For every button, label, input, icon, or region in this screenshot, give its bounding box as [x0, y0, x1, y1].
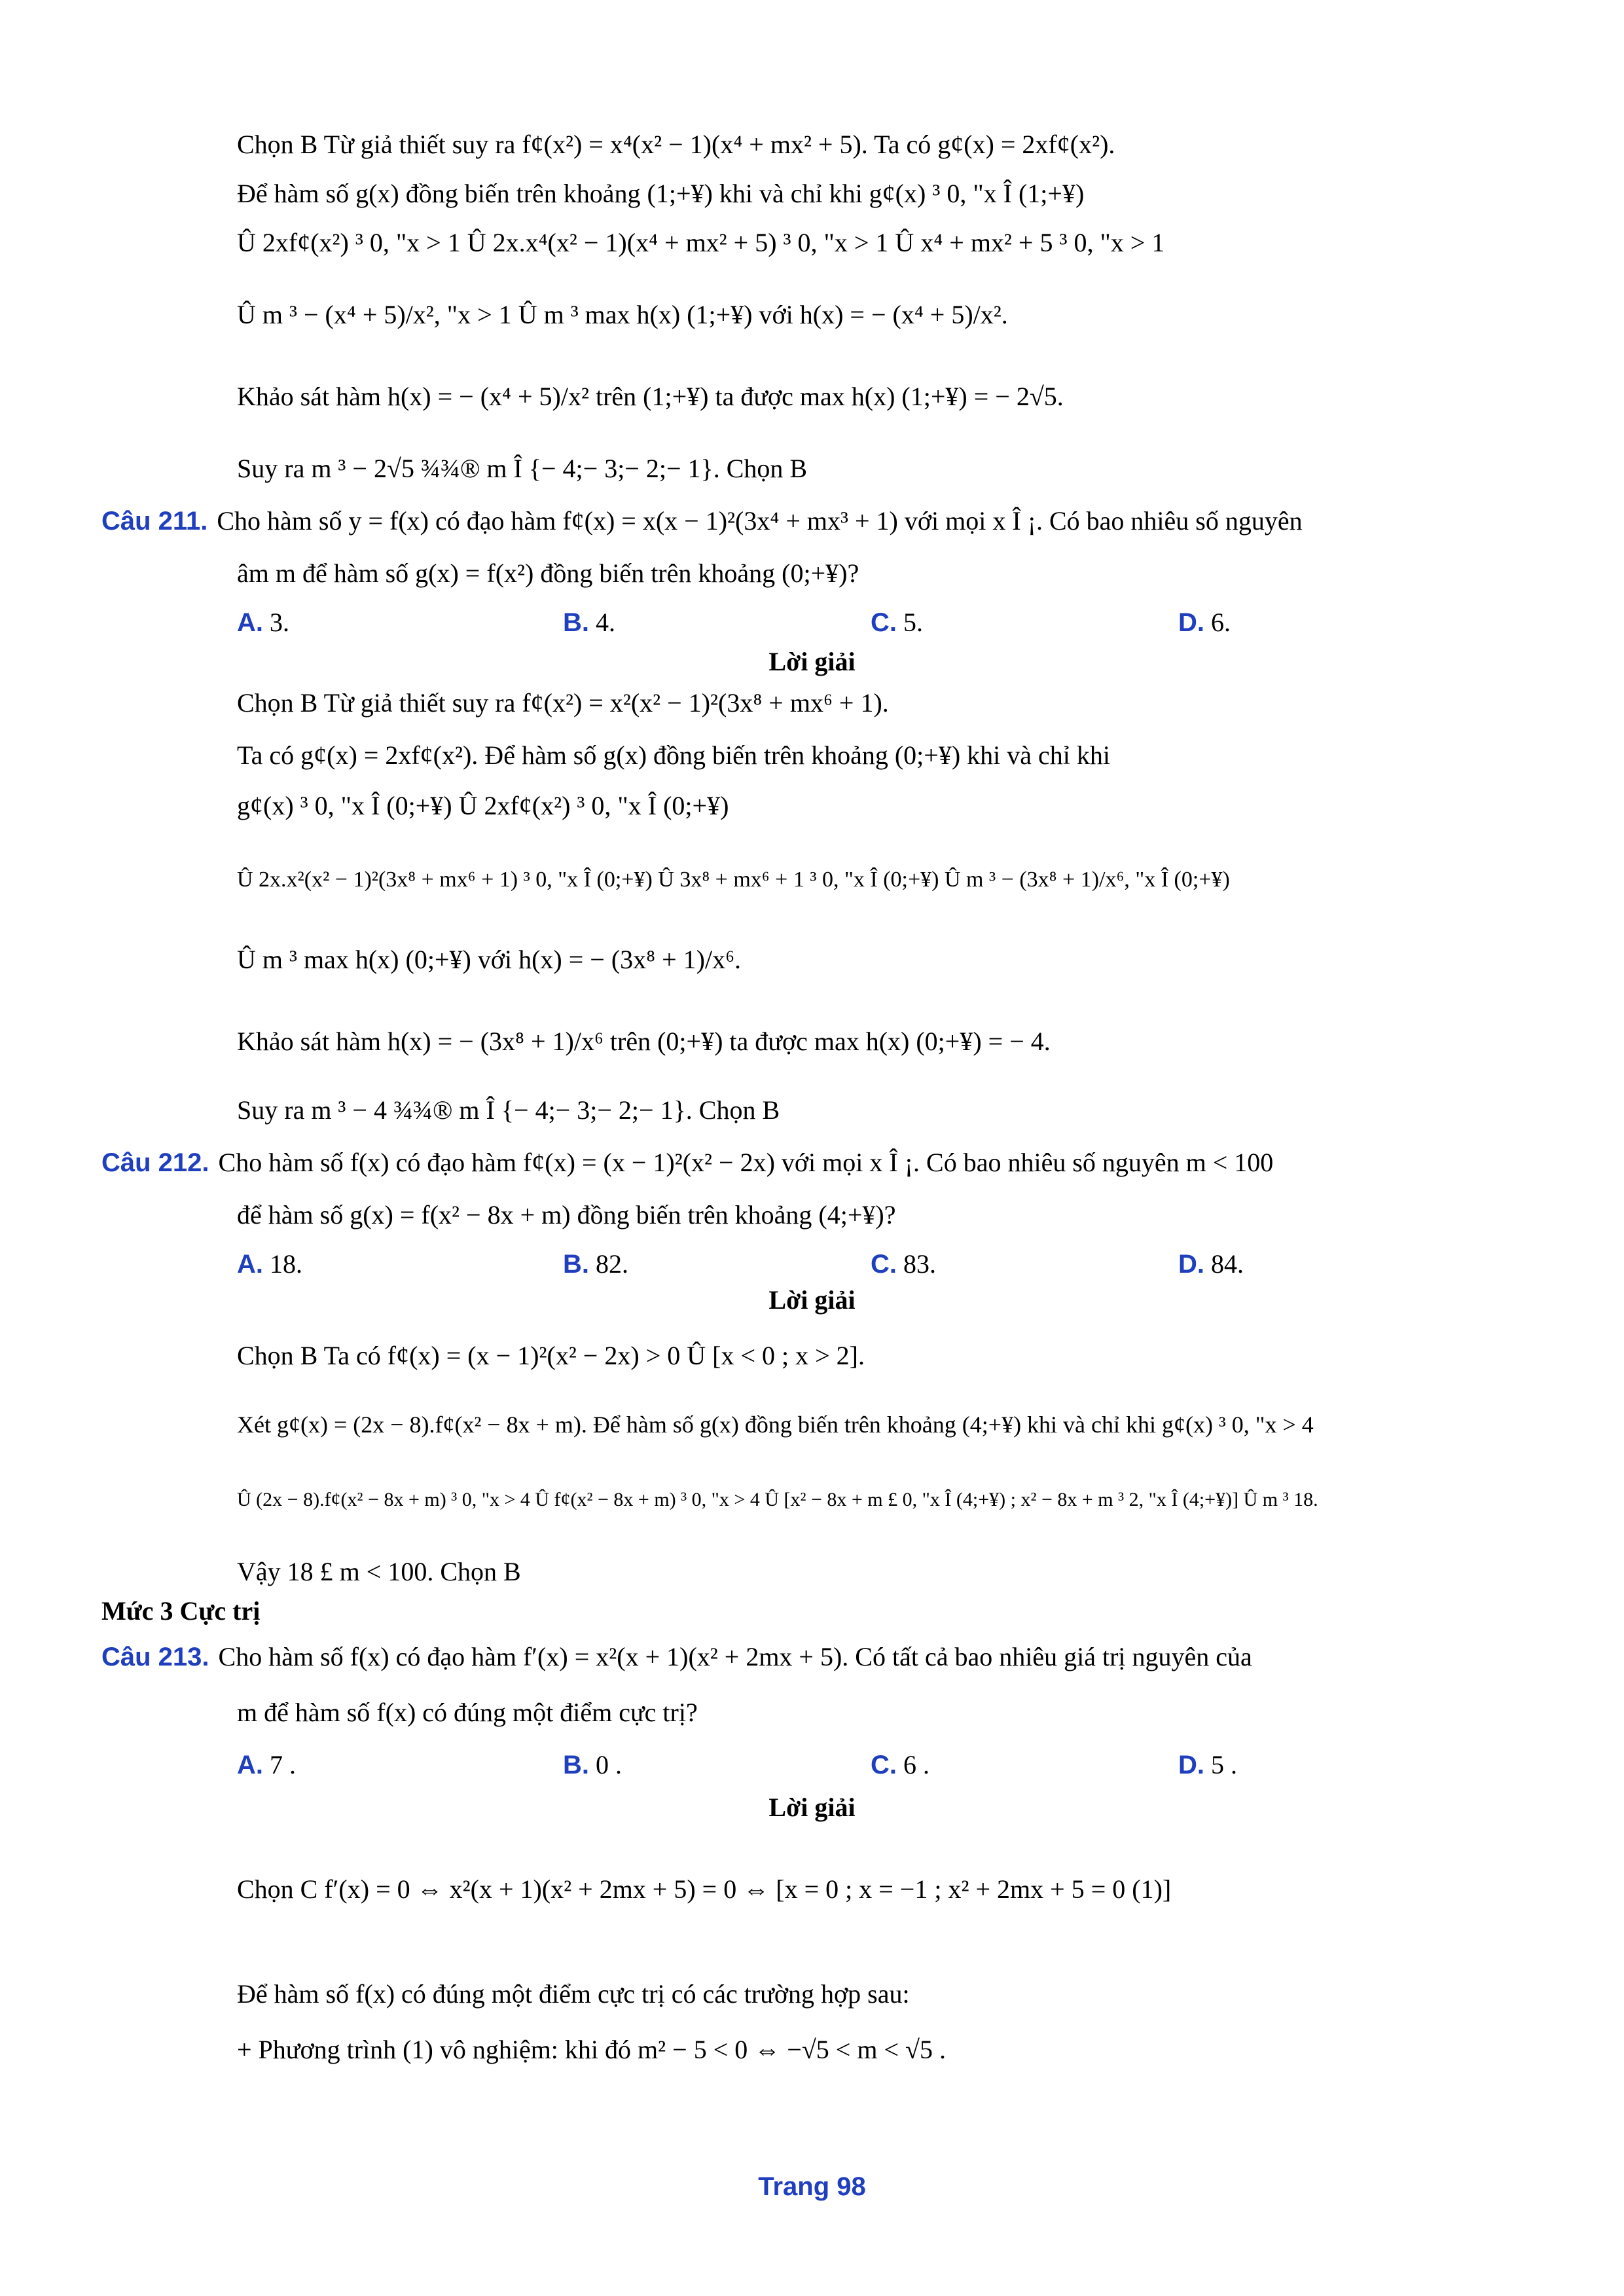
solution-heading: Lời giải [768, 1285, 856, 1315]
answer-letter: A. [237, 1250, 263, 1279]
answer-value: 18. [263, 1249, 302, 1279]
solution-heading: Lời giải [768, 647, 856, 676]
answer-value: 7 . [263, 1750, 296, 1779]
sol211-line-4: Û 2x.x²(x² − 1)²(3x⁸ + mx⁶ + 1) ³ 0, "x Î (0;+¥) Û 3x⁸ + mx⁶ + 1 ³ 0, "x Î (0;+¥) Û m ³ − (3x⁸ + 1)/x⁶, "x Î (0;+¥) [237, 867, 1230, 892]
answer-value: 6 . [897, 1750, 929, 1779]
answer-value: 5 . [1204, 1750, 1237, 1779]
answer-value: 3. [263, 608, 289, 637]
sol211-line-2: Ta có g¢(x) = 2xf¢(x²). Để hàm số g(x) đồng biến trên khoảng (0;+¥) khi và chỉ khi [237, 740, 1110, 770]
question-212 [101, 1146, 1273, 1180]
question-213 [101, 1640, 1252, 1674]
sol210-line-5: Khảo sát hàm h(x) = − (x⁴ + 5)/x² trên (1;+¥) ta được max h(x) (1;+¥) = − 2√5. [237, 382, 1064, 411]
sol210-line-4: Û m ³ − (x⁴ + 5)/x², "x > 1 Û m ³ max h(x) (1;+¥) với h(x) = − (x⁴ + 5)/x². [237, 300, 1008, 329]
answer-value: 5. [897, 608, 923, 637]
sol213-line-1: Chọn C f′(x) = 0 ⇔ x²(x + 1)(x² + 2mx + 5) = 0 ⇔ [x = 0 ; x = −1 ; x² + 2mx + 5 = 0 (1)] [237, 1874, 1172, 1904]
answer-letter: D. [1178, 608, 1204, 637]
answer-b [563, 606, 615, 640]
sol211-line-6: Khảo sát hàm h(x) = − (3x⁸ + 1)/x⁶ trên (0;+¥) ta được max h(x) (0;+¥) = − 4. [237, 1027, 1051, 1056]
question-label: Câu 212. [101, 1148, 209, 1177]
answer-c [871, 606, 923, 640]
answer-letter: C. [871, 1751, 897, 1779]
answer-value: 4. [589, 608, 615, 637]
answer-letter: A. [237, 608, 263, 637]
question-212-text-2: để hàm số g(x) = f(x² − 8x + m) đồng biến trên khoảng (4;+¥)? [237, 1200, 896, 1230]
sol210-line-6: Suy ra m ³ − 2√5 ¾¾® m Î {− 4;− 3;− 2;− 1}. Chọn B [237, 454, 808, 483]
answer-b [563, 1247, 628, 1281]
sol211-line-1: Chọn B Từ giả thiết suy ra f¢(x²) = x²(x² − 1)²(3x⁸ + mx⁶ + 1). [237, 688, 889, 718]
answer-value: 6. [1204, 608, 1231, 637]
question-text: Cho hàm số f(x) có đạo hàm f′(x) = x²(x + 1)(x² + 2mx + 5). Có tất cả bao nhiêu giá trị nguyên của [218, 1642, 1252, 1671]
answer-c [871, 1247, 936, 1281]
question-213-text-2: m để hàm số f(x) có đúng một điểm cực trị? [237, 1698, 698, 1727]
question-text: Cho hàm số y = f(x) có đạo hàm f¢(x) = x(x − 1)²(3x⁴ + mx³ + 1) với mọi x Î ¡. Có bao nhiêu số nguyên [217, 506, 1303, 536]
question-label: Câu 213. [101, 1643, 209, 1671]
answer-value: 84. [1204, 1249, 1244, 1279]
answer-letter: D. [1178, 1751, 1204, 1779]
answer-a [237, 1748, 296, 1782]
answer-c [871, 1748, 929, 1782]
answer-d [1178, 1247, 1244, 1281]
answer-value: 83. [897, 1249, 936, 1279]
sol212-line-4: Vậy 18 £ m < 100. Chọn B [237, 1557, 521, 1586]
answer-value: 0 . [589, 1750, 622, 1779]
answer-d [1178, 1748, 1237, 1782]
sol211-line-3: g¢(x) ³ 0, "x Î (0;+¥) Û 2xf¢(x²) ³ 0, "x Î (0;+¥) [237, 791, 729, 820]
sol213-line-2: Để hàm số f(x) có đúng một điểm cực trị có các trường hợp sau: [237, 1979, 910, 2009]
answer-letter: C. [871, 608, 897, 637]
sol210-line-2: Để hàm số g(x) đồng biến trên khoảng (1;+¥) khi và chỉ khi g¢(x) ³ 0, "x Î (1;+¥) [237, 179, 1085, 208]
sol210-line-3: Û 2xf¢(x²) ³ 0, "x > 1 Û 2x.x⁴(x² − 1)(x⁴ + mx² + 5) ³ 0, "x > 1 Û x⁴ + mx² + 5 ³ 0, "x > 1 [237, 228, 1165, 257]
answer-d [1178, 606, 1231, 640]
answer-letter: A. [237, 1751, 263, 1779]
sol212-line-1: Chọn B Ta có f¢(x) = (x − 1)²(x² − 2x) > 0 Û [x < 0 ; x > 2]. [237, 1341, 865, 1370]
answer-letter: C. [871, 1250, 897, 1279]
sol212-line-2: Xét g¢(x) = (2x − 8).f¢(x² − 8x + m). Để hàm số g(x) đồng biến trên khoảng (4;+¥) khi và chỉ khi g¢(x) ³ 0, "x > 4 [237, 1412, 1314, 1438]
sol210-line-1: Chọn B Từ giả thiết suy ra f¢(x²) = x⁴(x² − 1)(x⁴ + mx² + 5). Ta có g¢(x) = 2xf¢(x²). [237, 130, 1115, 159]
answer-a [237, 606, 289, 640]
page-footer: Trang 98 [758, 2172, 866, 2201]
sol212-line-3: Û (2x − 8).f¢(x² − 8x + m) ³ 0, "x > 4 Û f¢(x² − 8x + m) ³ 0, "x > 4 Û [x² − 8x + m £ 0, "x Î (4;+¥) ; x² − 8x + m ³ 2, "x Î (4;+¥)] Û m ³ 18. [237, 1489, 1318, 1510]
solution-heading: Lời giải [768, 1793, 856, 1822]
sol211-line-5: Û m ³ max h(x) (0;+¥) với h(x) = − (3x⁸ + 1)/x⁶. [237, 945, 742, 974]
answer-letter: D. [1178, 1250, 1204, 1279]
answer-letter: B. [563, 608, 589, 637]
answer-letter: B. [563, 1250, 589, 1279]
sol211-line-7: Suy ra m ³ − 4 ¾¾® m Î {− 4;− 3;− 2;− 1}. Chọn B [237, 1095, 780, 1125]
question-text: Cho hàm số f(x) có đạo hàm f¢(x) = (x − 1)²(x² − 2x) với mọi x Î ¡. Có bao nhiêu số nguyên m < 100 [218, 1148, 1274, 1177]
answer-value: 82. [589, 1249, 628, 1279]
answer-a [237, 1247, 302, 1281]
question-211 [101, 504, 1303, 538]
question-label: Câu 211. [101, 507, 208, 536]
question-211-text-2: âm m để hàm số g(x) = f(x²) đồng biến trên khoảng (0;+¥)? [237, 558, 859, 588]
answer-letter: B. [563, 1751, 589, 1779]
sol213-line-3: + Phương trình (1) vô nghiệm: khi đó m² − 5 < 0 ⇔ −√5 < m < √5 . [237, 2035, 946, 2064]
answer-b [563, 1748, 622, 1782]
section-heading: Mức 3 Cực trị [101, 1596, 261, 1626]
